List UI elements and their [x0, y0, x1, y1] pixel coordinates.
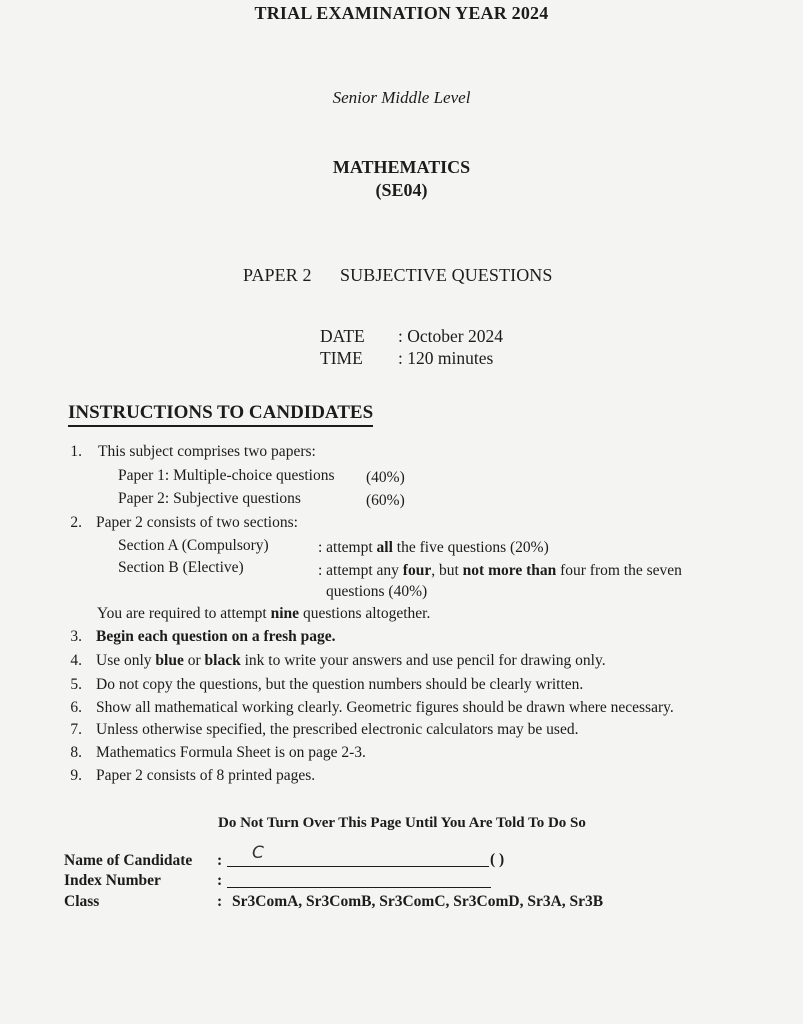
- paper2-label: Paper 2: Subjective questions: [118, 490, 301, 507]
- class-options: Sr3ComA, Sr3ComB, Sr3ComC, Sr3ComD, Sr3A, Sr3B: [232, 893, 604, 910]
- item-number: 2.: [70, 514, 82, 531]
- section-b-rule: : attempt any four, but not more than four from the seven: [318, 562, 682, 579]
- name-field[interactable]: [227, 866, 489, 867]
- instruction-item-7: Unless otherwise specified, the prescribed electronic calculators may be used.: [96, 721, 579, 738]
- time-value: : 120 minutes: [398, 348, 494, 368]
- section-b-label: Section B (Elective): [118, 559, 244, 576]
- index-colon: :: [217, 872, 223, 889]
- class-colon: :: [217, 893, 223, 910]
- item-number: 1.: [70, 443, 82, 460]
- time-label: TIME: [320, 348, 363, 368]
- paper-title: SUBJECTIVE QUESTIONS: [340, 265, 553, 285]
- instruction-item-8: Mathematics Formula Sheet is on page 2-3.: [96, 744, 366, 761]
- class-number-bracket: ( ): [490, 851, 505, 868]
- section-b-rule-cont: questions (40%): [326, 583, 428, 600]
- section-a-label: Section A (Compulsory): [118, 537, 269, 554]
- paper1-weight: (40%): [366, 469, 405, 486]
- instruction-item-4: Use only blue or black ink to write your answers and use pencil for drawing only.: [96, 652, 606, 669]
- paper1-label: Paper 1: Multiple-choice questions: [118, 467, 335, 484]
- instructions-heading: INSTRUCTIONS TO CANDIDATES: [68, 402, 373, 427]
- item-number: 4.: [70, 652, 82, 669]
- item-number: 3.: [70, 628, 82, 645]
- instruction-item-9: Paper 2 consists of 8 printed pages.: [96, 767, 316, 784]
- instruction-item-5: Do not copy the questions, but the question numbers should be clearly written.: [96, 676, 584, 693]
- level-text: Senior Middle Level: [332, 88, 471, 107]
- item-number: 8.: [70, 744, 82, 761]
- item-number: 6.: [70, 699, 82, 716]
- class-label: Class: [64, 893, 100, 910]
- section-a-rule: : attempt all the five questions (20%): [318, 539, 549, 556]
- item-number: 5.: [70, 676, 82, 693]
- item-number: 9.: [70, 767, 82, 784]
- questions-summary: You are required to attempt nine questions altogether.: [97, 605, 431, 622]
- index-number-field[interactable]: [227, 887, 491, 888]
- name-handwritten: C: [252, 843, 264, 863]
- paper2-weight: (60%): [366, 492, 405, 509]
- name-colon: :: [217, 852, 223, 869]
- date-label: DATE: [320, 326, 365, 346]
- instruction-item-2: Paper 2 consists of two sections:: [96, 514, 298, 531]
- do-not-turn-notice: Do Not Turn Over This Page Until You Are Told To Do So: [218, 815, 586, 831]
- instruction-item-1: This subject comprises two papers:: [98, 443, 316, 460]
- instruction-item-6: Show all mathematical working clearly. Geometric figures should be drawn where necessary.: [96, 699, 674, 716]
- paper-label: PAPER 2: [243, 265, 312, 285]
- item-number: 7.: [70, 721, 82, 738]
- date-value: : October 2024: [398, 326, 503, 346]
- index-label: Index Number: [64, 872, 161, 889]
- name-label: Name of Candidate: [64, 852, 193, 869]
- subject-title: MATHEMATICS: [332, 157, 471, 177]
- subject-code: (SE04): [375, 180, 428, 200]
- exam-title: TRIAL EXAMINATION YEAR 2024: [254, 3, 549, 23]
- instruction-item-3: Begin each question on a fresh page.: [96, 628, 336, 645]
